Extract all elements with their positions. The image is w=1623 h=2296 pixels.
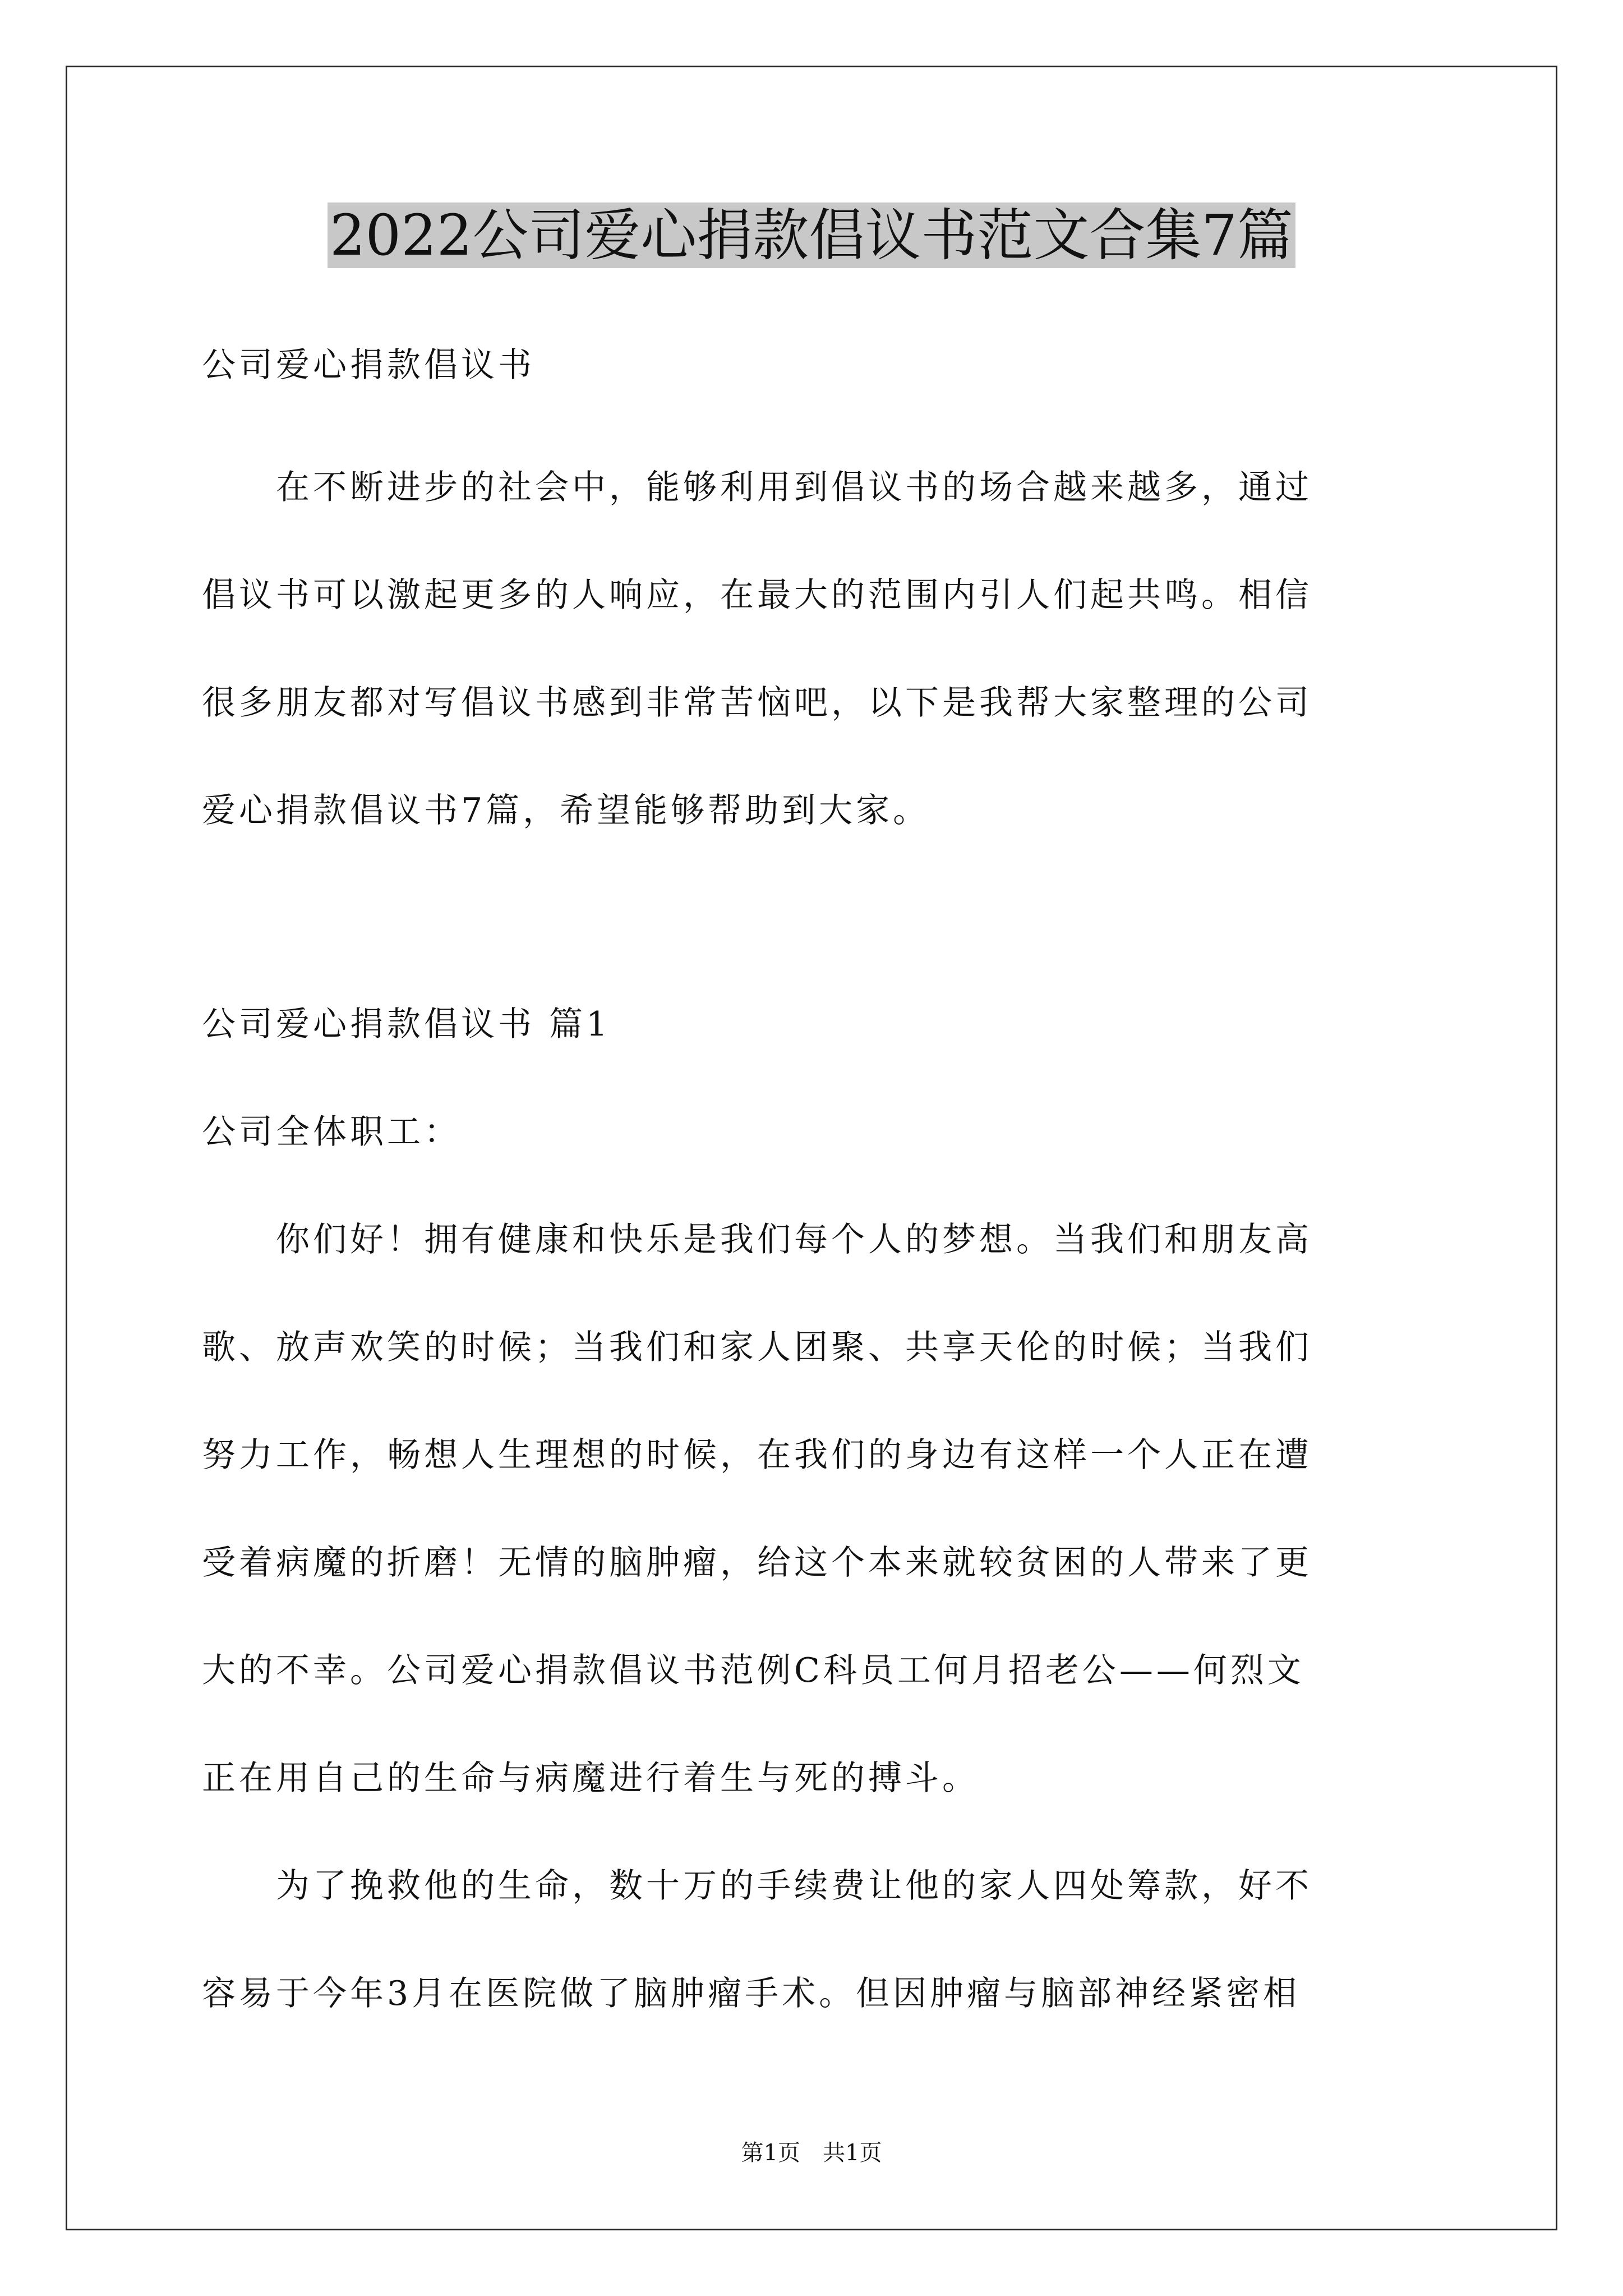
section-heading: 公司爱心捐款倡议书 bbox=[202, 346, 535, 385]
paragraph-line: 歌、放声欢笑的时候；当我们和家人团聚、共享天伦的时候；当我们 bbox=[202, 1328, 1312, 1367]
page-footer: 第1页 共1页 bbox=[741, 2140, 882, 2166]
paragraph-line: 在不断进步的社会中，能够利用到倡议书的场合越来越多，通过 bbox=[202, 468, 1312, 507]
paragraph-line: 为了挽救他的生命，数十万的手续费让他的家人四处筹款，好不 bbox=[202, 1866, 1312, 1906]
section-heading: 公司爱心捐款倡议书 篇1 bbox=[202, 1005, 611, 1044]
paragraph-line: 大的不幸。公司爱心捐款倡议书范例C科员工何月招老公——何烈文 bbox=[202, 1651, 1304, 1690]
document-title bbox=[0, 199, 1623, 272]
paragraph-line: 正在用自己的生命与病魔进行着生与死的搏斗。 bbox=[202, 1759, 979, 1798]
document-title-text: 2022公司爱心捐款倡议书范文合集7篇 bbox=[328, 203, 1295, 268]
salutation: 公司全体职工： bbox=[202, 1112, 461, 1152]
paragraph-line: 努力工作，畅想人生理想的时候，在我们的身边有这样一个人正在遭 bbox=[202, 1435, 1312, 1475]
paragraph-line: 你们好！拥有健康和快乐是我们每个人的梦想。当我们和朋友高 bbox=[202, 1220, 1312, 1259]
paragraph-line: 很多朋友都对写倡议书感到非常苦恼吧，以下是我帮大家整理的公司 bbox=[202, 683, 1312, 723]
paragraph-line: 受着病魔的折磨！无情的脑肿瘤，给这个本来就较贫困的人带来了更 bbox=[202, 1543, 1312, 1582]
paragraph-line: 容易于今年3月在医院做了脑肿瘤手术。但因肿瘤与脑部神经紧密相 bbox=[202, 1974, 1301, 2013]
paragraph-line: 倡议书可以激起更多的人响应，在最大的范围内引人们起共鸣。相信 bbox=[202, 576, 1312, 615]
paragraph-line: 爱心捐款倡议书7篇，希望能够帮助到大家。 bbox=[202, 791, 930, 830]
